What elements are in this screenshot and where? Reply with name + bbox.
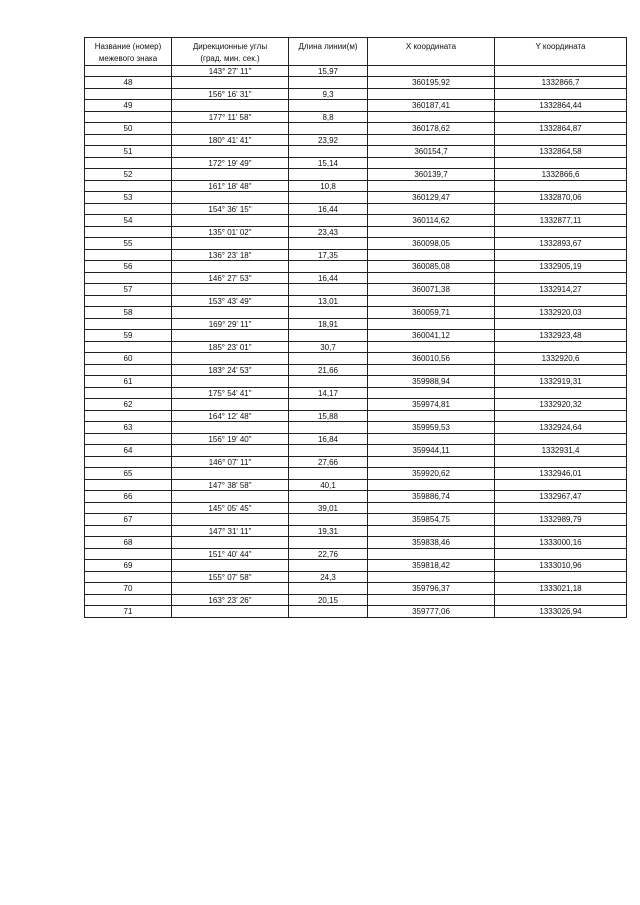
x-coordinate: 360010,56 [368, 353, 495, 365]
point-name: 52 [85, 169, 172, 181]
direction-angle: 172° 19' 49" [172, 158, 289, 169]
direction-angle: 175° 54' 41" [172, 388, 289, 399]
y-coordinate: 1332870,06 [495, 192, 627, 204]
boundary-point-row [85, 169, 627, 181]
x-coordinate: 359854,75 [368, 514, 495, 526]
y-coordinate: 1332866,7 [495, 77, 627, 89]
segment-row [85, 434, 627, 445]
x-coordinate: 359796,37 [368, 583, 495, 595]
point-name: 58 [85, 307, 172, 319]
y-coordinate: 1332864,44 [495, 100, 627, 112]
line-length: 16,84 [289, 434, 368, 445]
direction-angle: 145° 05' 45" [172, 503, 289, 514]
point-name: 49 [85, 100, 172, 112]
x-coordinate: 359944,11 [368, 445, 495, 457]
boundary-point-row [85, 537, 627, 549]
line-length: 9,3 [289, 89, 368, 100]
point-name: 59 [85, 330, 172, 342]
y-coordinate: 1333026,94 [495, 606, 627, 618]
segment-row [85, 158, 627, 169]
point-name: 68 [85, 537, 172, 549]
direction-angle: 147° 31' 11" [172, 526, 289, 537]
segment-row [85, 135, 627, 146]
point-name: 51 [85, 146, 172, 158]
direction-angle: 185° 23' 01" [172, 342, 289, 353]
line-length: 20,15 [289, 595, 368, 606]
x-coordinate: 359920,62 [368, 468, 495, 480]
y-coordinate: 1333021,18 [495, 583, 627, 595]
direction-angle: 135° 01' 02" [172, 227, 289, 238]
y-coordinate: 1332989,79 [495, 514, 627, 526]
segment-row [85, 388, 627, 399]
y-coordinate: 1332920,6 [495, 353, 627, 365]
x-coordinate: 360071,38 [368, 284, 495, 296]
direction-angle: 143° 27' 11" [172, 66, 289, 77]
direction-angle: 161° 18' 48" [172, 181, 289, 192]
line-length: 39,01 [289, 503, 368, 514]
x-coordinate: 359959,53 [368, 422, 495, 434]
direction-angle: 154° 36' 15" [172, 204, 289, 215]
y-coordinate: 1333000,16 [495, 537, 627, 549]
segment-row [85, 342, 627, 353]
direction-angle: 136° 23' 18" [172, 250, 289, 261]
line-length: 13,01 [289, 296, 368, 307]
y-coordinate: 1332877,11 [495, 215, 627, 227]
x-coordinate: 360041,12 [368, 330, 495, 342]
segment-row [85, 89, 627, 100]
point-name: 60 [85, 353, 172, 365]
segment-row [85, 480, 627, 491]
segment-row [85, 365, 627, 376]
segment-row [85, 181, 627, 192]
y-coordinate: 1332924,64 [495, 422, 627, 434]
boundary-point-row [85, 468, 627, 480]
x-coordinate: 360139,7 [368, 169, 495, 181]
boundary-point-row [85, 238, 627, 250]
boundary-point-row [85, 583, 627, 595]
x-coordinate: 360059,71 [368, 307, 495, 319]
point-name: 56 [85, 261, 172, 273]
y-coordinate: 1332920,32 [495, 399, 627, 411]
line-length: 16,44 [289, 204, 368, 215]
boundary-point-row [85, 376, 627, 388]
point-name: 64 [85, 445, 172, 457]
segment-row [85, 112, 627, 123]
x-coordinate: 359777,06 [368, 606, 495, 618]
direction-angle: 153° 43' 49" [172, 296, 289, 307]
x-coordinate: 359838,46 [368, 537, 495, 549]
boundary-point-row [85, 261, 627, 273]
y-coordinate: 1332864,58 [495, 146, 627, 158]
y-coordinate: 1332946,01 [495, 468, 627, 480]
x-coordinate: 359818,42 [368, 560, 495, 572]
boundary-point-row [85, 422, 627, 434]
y-coordinate: 1332931,4 [495, 445, 627, 457]
point-name: 71 [85, 606, 172, 618]
x-coordinate: 360195,92 [368, 77, 495, 89]
point-name: 61 [85, 376, 172, 388]
segment-row [85, 319, 627, 330]
line-length: 15,88 [289, 411, 368, 422]
direction-angle: 180° 41' 41" [172, 135, 289, 146]
direction-angle: 146° 27' 53" [172, 273, 289, 284]
boundary-point-row [85, 307, 627, 319]
header-point-name: Название (номер) межевого знака [85, 38, 172, 66]
line-length: 16,44 [289, 273, 368, 284]
boundary-point-row [85, 146, 627, 158]
point-name: 66 [85, 491, 172, 503]
direction-angle: 155° 07' 58" [172, 572, 289, 583]
segment-row [85, 457, 627, 468]
segment-row [85, 273, 627, 284]
y-coordinate: 1332864,87 [495, 123, 627, 135]
line-length: 27,66 [289, 457, 368, 468]
direction-angle: 156° 19' 40" [172, 434, 289, 445]
y-coordinate: 1332920,03 [495, 307, 627, 319]
x-coordinate: 360154,7 [368, 146, 495, 158]
y-coordinate: 1332893,67 [495, 238, 627, 250]
y-coordinate: 1332905,19 [495, 261, 627, 273]
header-y-coordinate: Y координата [495, 38, 627, 66]
boundary-coordinates-table [84, 37, 627, 618]
point-name: 54 [85, 215, 172, 227]
direction-angle: 177° 11' 58" [172, 112, 289, 123]
boundary-point-row [85, 445, 627, 457]
boundary-point-row [85, 399, 627, 411]
boundary-point-row [85, 353, 627, 365]
point-name: 69 [85, 560, 172, 572]
direction-angle: 169° 29' 11" [172, 319, 289, 330]
segment-row [85, 411, 627, 422]
line-length: 30,7 [289, 342, 368, 353]
boundary-point-row [85, 284, 627, 296]
boundary-point-row [85, 606, 627, 618]
segment-row [85, 549, 627, 560]
point-name: 67 [85, 514, 172, 526]
point-name: 57 [85, 284, 172, 296]
x-coordinate: 359988,94 [368, 376, 495, 388]
header-x-coordinate: X координата [368, 38, 495, 66]
line-length: 40,1 [289, 480, 368, 491]
x-coordinate: 359886,74 [368, 491, 495, 503]
line-length: 15,97 [289, 66, 368, 77]
point-name: 55 [85, 238, 172, 250]
y-coordinate: 1332866,6 [495, 169, 627, 181]
point-name: 63 [85, 422, 172, 434]
header-direction-angle: Дирекционные углы (град. мин. сек.) [172, 38, 289, 66]
boundary-point-row [85, 560, 627, 572]
segment-row [85, 572, 627, 583]
boundary-point-row [85, 215, 627, 227]
x-coordinate: 360114,62 [368, 215, 495, 227]
boundary-point-row [85, 77, 627, 89]
line-length: 14,17 [289, 388, 368, 399]
point-name: 70 [85, 583, 172, 595]
boundary-point-row [85, 330, 627, 342]
line-length: 8,8 [289, 112, 368, 123]
boundary-point-row [85, 514, 627, 526]
direction-angle: 183° 24' 53" [172, 365, 289, 376]
line-length: 10,8 [289, 181, 368, 192]
segment-row [85, 204, 627, 215]
direction-angle: 163° 23' 26" [172, 595, 289, 606]
header-line-length: Длина линии(м) [289, 38, 368, 66]
direction-angle: 164° 12' 48" [172, 411, 289, 422]
direction-angle: 147° 38' 58" [172, 480, 289, 491]
line-length: 23,92 [289, 135, 368, 146]
line-length: 21,66 [289, 365, 368, 376]
y-coordinate: 1332914,27 [495, 284, 627, 296]
direction-angle: 151° 40' 44" [172, 549, 289, 560]
boundary-point-row [85, 100, 627, 112]
x-coordinate: 359974,81 [368, 399, 495, 411]
point-name: 50 [85, 123, 172, 135]
x-coordinate: 360178,62 [368, 123, 495, 135]
y-coordinate: 1332967,47 [495, 491, 627, 503]
x-coordinate: 360098,05 [368, 238, 495, 250]
line-length: 18,91 [289, 319, 368, 330]
direction-angle: 146° 07' 11" [172, 457, 289, 468]
y-coordinate: 1332919,31 [495, 376, 627, 388]
point-name: 53 [85, 192, 172, 204]
line-length: 22,76 [289, 549, 368, 560]
point-name: 65 [85, 468, 172, 480]
x-coordinate: 360129,47 [368, 192, 495, 204]
segment-row [85, 595, 627, 606]
line-length: 15,14 [289, 158, 368, 169]
direction-angle: 156° 16' 31" [172, 89, 289, 100]
line-length: 17,35 [289, 250, 368, 261]
line-length: 23,43 [289, 227, 368, 238]
segment-row [85, 250, 627, 261]
line-length: 24,3 [289, 572, 368, 583]
line-length: 19,31 [289, 526, 368, 537]
point-name: 48 [85, 77, 172, 89]
table-header-row [85, 38, 627, 66]
segment-row [85, 503, 627, 514]
y-coordinate: 1333010,96 [495, 560, 627, 572]
segment-row [85, 66, 627, 77]
segment-row [85, 227, 627, 238]
x-coordinate: 360085,08 [368, 261, 495, 273]
y-coordinate: 1332923,48 [495, 330, 627, 342]
boundary-point-row [85, 491, 627, 503]
point-name: 62 [85, 399, 172, 411]
boundary-point-row [85, 123, 627, 135]
segment-row [85, 526, 627, 537]
segment-row [85, 296, 627, 307]
x-coordinate: 360187,41 [368, 100, 495, 112]
boundary-point-row [85, 192, 627, 204]
